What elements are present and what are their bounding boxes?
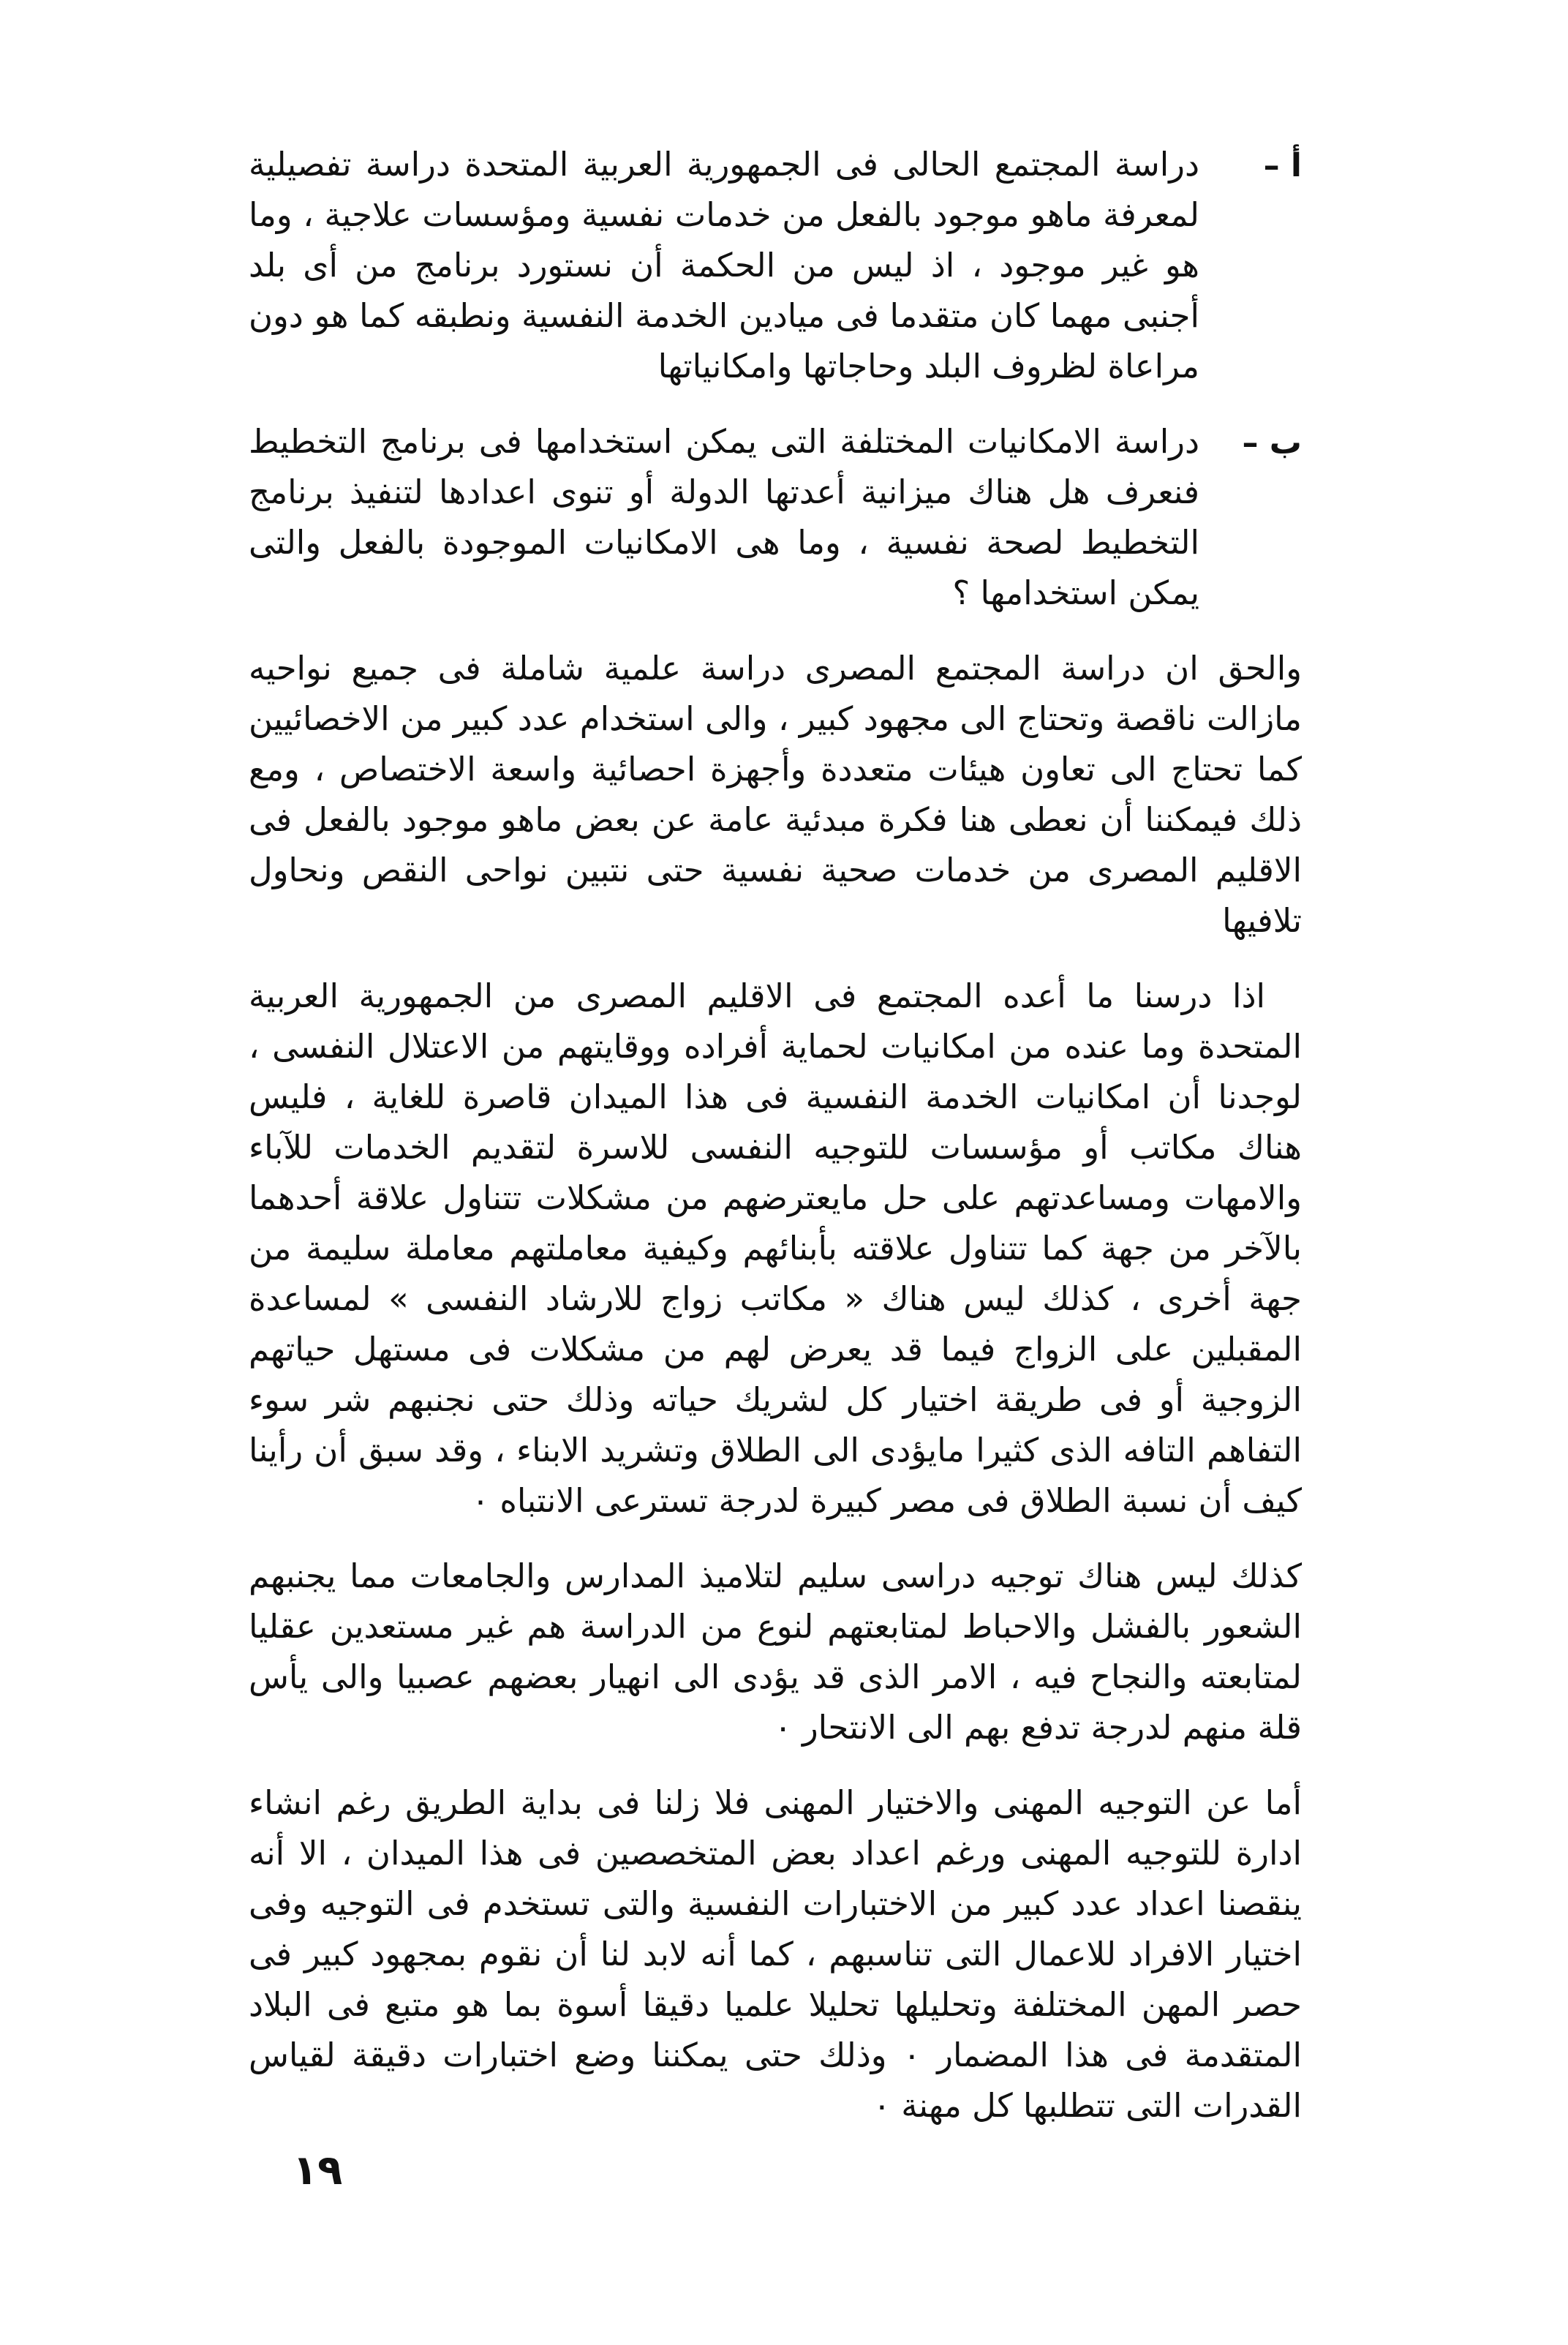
list-item-b-text: دراسة الامكانيات المختلفة التى يمكن استخدامها فى برنامج التخطيط فنعرف هل هناك ميزانية أعدتها الدولة أو تنوى اعدادها لتنفيذ برنامج التخطيط لصحة نفسية ، وما هى الامكانيات الموجودة بالفعل والتى يمكن استخدامها ؟ [249, 422, 1199, 612]
paragraph-3: كذلك ليس هناك توجيه دراسى سليم لتلاميذ المدارس والجامعات مما يجنبهم الشعور بالفشل والاحباط لمتابعتهم لنوع من الدراسة هم غير مستعدين عقليا لمتابعته والنجاح فيه ، الامر الذى قد يؤدى الى انهيار بعضهم عصبيا والى يأس قلة منهم لدرجة تدفع بهم الى الانتحار ٠ [249, 1557, 1302, 1747]
list-item-a [249, 139, 1302, 391]
list-item-b [249, 416, 1302, 618]
list-marker-a: أ – [1263, 147, 1302, 184]
list-item-a-text: دراسة المجتمع الحالى فى الجمهورية العربية المتحدة دراسة تفصيلية لمعرفة ماهو موجود بالفعل من خدمات نفسية ومؤسسات علاجية ، وما هو غير موجود ، اذ ليس من الحكمة أن نستورد برنامج من أى بلد أجنبى مهما كان متقدما فى ميادين الخدمة النفسية ونطبقه كما هو دون مراعاة لظروف البلد وحاجاتها وامكانياتها [249, 145, 1199, 385]
paragraph-4: أما عن التوجيه المهنى والاختيار المهنى فلا زلنا فى بداية الطريق رغم انشاء ادارة للتوجيه المهنى ورغم اعداد بعض المتخصصين فى هذا الميدان ، الا أنه ينقصنا اعداد عدد كبير من الاختبارات النفسية والتى تستخدم فى التوجيه وفى اختيار الافراد للاعمال التى تناسبهم ، كما أنه لابد لنا أن نقوم بمجهود كبير فى حصر المهن المختلفة وتحليلها تحليلا علميا دقيقا أسوة بما هو متبع فى البلاد المتقدمة فى هذا المضمار ٠ وذلك حتى يمكننا وضع اختبارات دقيقة لقياس القدرات التى تتطلبها كل مهنة ٠ [249, 1783, 1302, 2125]
list-marker-b: ب – [1242, 424, 1302, 462]
page-number: ١٩ [293, 2147, 343, 2194]
paragraph-2: اذا درسنا ما أعده المجتمع فى الاقليم المصرى من الجمهورية العربية المتحدة وما عنده من امكانيات لحماية أفراده ووقايتهم من الاعتلال النفسى ، لوجدنا أن امكانيات الخدمة النفسية فى هذا الميدان قاصرة للغاية ، فليس هناك مكاتب أو مؤسسات للتوجيه النفسى للاسرة لتقديم الخدمات للآباء والامهات ومساعدتهم على حل مايعترضهم من مشكلات تتناول علاقة أحدهما بالآخر من جهة كما تتناول علاقته بأبنائهم وكيفية معاملتهم معاملة سليمة من جهة أخرى ، كذلك ليس هناك « مكاتب زواج للارشاد النفسى » لمساعدة المقبلين على الزواج فيما قد يعرض لهم من مشكلات فى مستهل حياتهم الزوجية أو فى طريقة اختيار كل لشريك حياته وذلك حتى نجنبهم شر سوء التفاهم التافه الذى كثيرا مايؤدى الى الطلاق وتشريد الابناء ، وقد سبق أن رأينا كيف أن نسبة الطلاق فى مصر كبيرة لدرجة تسترعى الانتباه ٠ [249, 976, 1302, 1520]
paragraph-1: والحق ان دراسة المجتمع المصرى دراسة علمية شاملة فى جميع نواحيه مازالت ناقصة وتحتاج الى مجهود كبير ، والى استخدام عدد كبير من الاخصائيين كما تحتاج الى تعاون هيئات متعددة وأجهزة احصائية واسعة الاختصاص ، ومع ذلك فيمكننا أن نعطى هنا فكرة مبدئية عامة عن بعض ماهو موجود بالفعل فى الاقليم المصرى من خدمات صحية نفسية حتى نتبين نواحى النقص ونحاول تلافيها [249, 649, 1302, 940]
document-page [249, 139, 1302, 2156]
